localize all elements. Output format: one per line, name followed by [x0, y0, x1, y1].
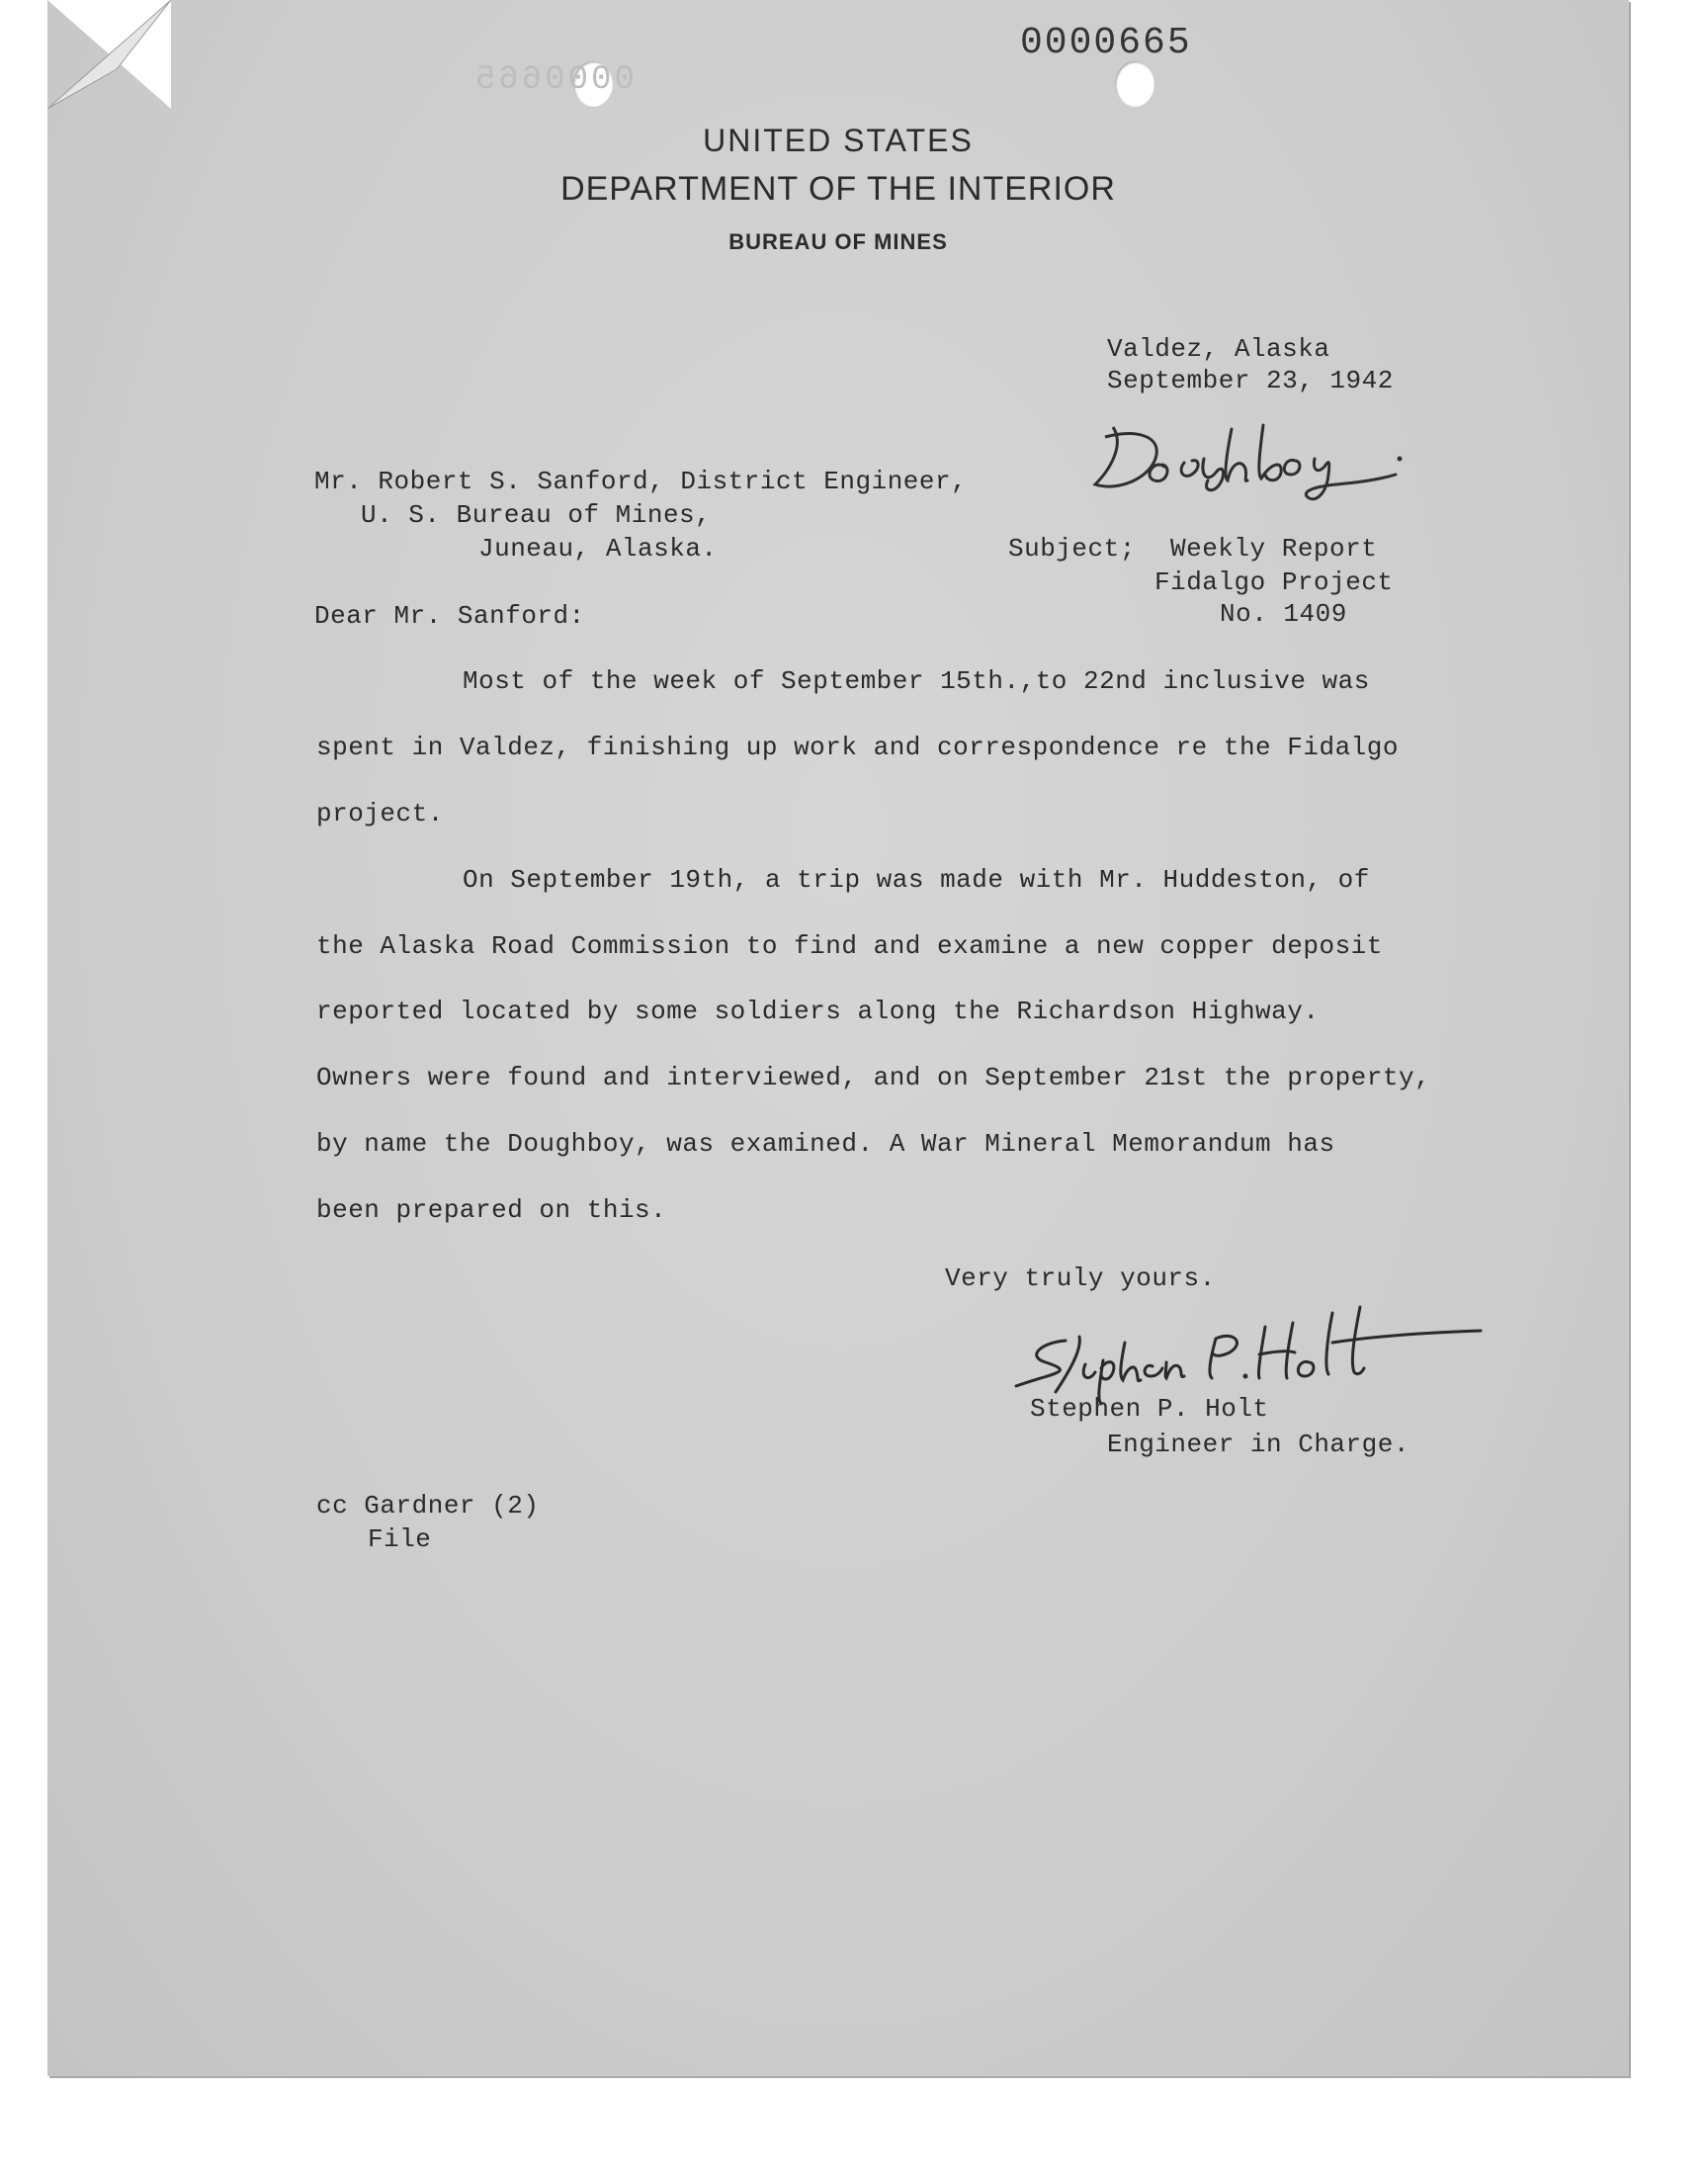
addressee-line3: Juneau, Alaska. [478, 534, 718, 564]
closing: Very truly yours. [945, 1263, 1216, 1293]
body-line: by name the Doughboy, was examined. A War Mineral Memorandum has [316, 1129, 1335, 1159]
cc-line1: cc Gardner (2) [316, 1491, 540, 1521]
ghost-document-number: 0000665 [472, 61, 635, 99]
body-line: project. [316, 799, 444, 828]
subject-line3: No. 1409 [1220, 599, 1347, 629]
body-line: Owners were found and interviewed, and on September 21st the property, [316, 1063, 1431, 1092]
folded-corner-flap [47, 0, 176, 109]
handwritten-note-doughboy [1066, 415, 1500, 524]
svg-text:Doughboy: Doughboy [1066, 415, 1070, 416]
body-line: Most of the week of September 15th.,to 22nd inclusive was [463, 666, 1370, 696]
subject-label: Subject; [1008, 534, 1136, 564]
signer-name: Stephen P. Holt [1030, 1394, 1269, 1424]
subject-line2: Fidalgo Project [1154, 567, 1394, 597]
place-line: Valdez, Alaska [1107, 334, 1330, 364]
body-line: spent in Valdez, finishing up work and correspondence re the Fidalgo [316, 733, 1399, 762]
body-line: the Alaska Road Commission to find and examine a new copper deposit [316, 931, 1383, 961]
body-line: reported located by some soldiers along the Richardson Highway. [316, 997, 1320, 1026]
date-line: September 23, 1942 [1107, 366, 1394, 395]
cc-line2: File [368, 1524, 432, 1554]
document-page [47, 0, 1629, 2076]
punch-hole-right [1115, 61, 1154, 107]
signer-title: Engineer in Charge. [1107, 1430, 1409, 1459]
letterhead-line3: BUREAU OF MINES [728, 229, 948, 254]
addressee-line2: U. S. Bureau of Mines, [361, 500, 712, 530]
addressee-line1: Mr. Robert S. Sanford, District Engineer, [314, 467, 968, 496]
body-line: been prepared on this. [316, 1195, 667, 1225]
subject-line1: Weekly Report [1170, 534, 1378, 564]
letterhead-line2: DEPARTMENT OF THE INTERIOR [560, 170, 1116, 208]
salutation: Dear Mr. Sanford: [314, 601, 585, 631]
letterhead-line1: UNITED STATES [703, 123, 974, 158]
document-number: 0000665 [1020, 22, 1192, 64]
svg-text:Stephen P. Holt: Stephen P. Holt [996, 1303, 1006, 1304]
body-line: On September 19th, a trip was made with Mr. Huddeston, of [463, 865, 1370, 895]
